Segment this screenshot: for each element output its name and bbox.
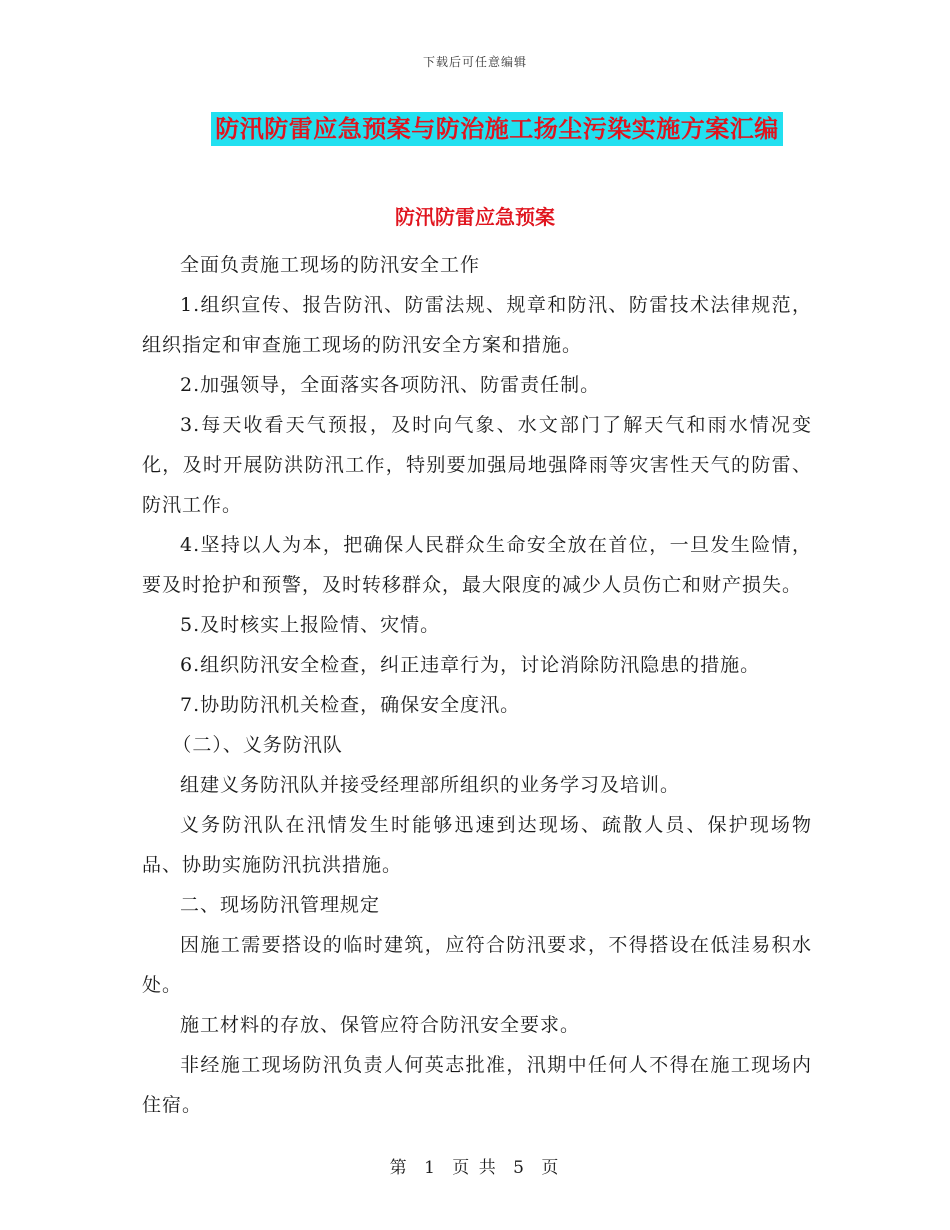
document-title: 防汛防雷应急预案与防治施工扬尘污染实施方案汇编 — [211, 112, 783, 146]
paragraph-0: 全面负责施工现场的防汛安全工作 — [180, 254, 481, 276]
paragraph-1: 1.组织宣传、报告防汛、防雷法规、规章和防汛、防雷技术法律规范，组织指定和审查施工现场的防汛安全方案和措施。 — [142, 294, 812, 356]
document-title-wrap — [0, 112, 950, 146]
paragraph-13: 施工材料的存放、保管应符合防汛安全要求。 — [180, 1014, 581, 1036]
section-title: 防汛防雷应急预案 — [395, 205, 555, 229]
paragraph-9: 组建义务防汛队并接受经理部所组织的业务学习及培训。 — [180, 774, 681, 796]
page-mid: 页 共 — [452, 1158, 498, 1178]
paragraph-12: 因施工需要搭设的临时建筑，应符合防汛要求，不得搭设在低洼易积水处。 — [142, 934, 812, 996]
paragraph-8: （二）、义务防汛队 — [172, 734, 343, 756]
page-total: 5 — [513, 1158, 526, 1178]
page-current: 1 — [424, 1158, 437, 1178]
header-note: 下载后可任意编辑 — [422, 55, 527, 69]
paragraph-14: 非经施工现场防汛负责人何英志批准，汛期中任何人不得在施工现场内住宿。 — [142, 1054, 812, 1116]
paragraph-7: 7.协助防汛机关检查，确保安全度汛。 — [180, 694, 521, 716]
paragraph-5: 5.及时核实上报险情、灾情。 — [180, 614, 441, 636]
paragraph-4: 4.坚持以人为本，把确保人民群众生命安全放在首位，一旦发生险情，要及时抢护和预警，及时转移群众，最大限度的减少人员伤亡和财产损失。 — [142, 534, 812, 596]
paragraph-2: 2.加强领导，全面落实各项防汛、防雷责任制。 — [180, 374, 601, 396]
paragraph-11: 二、现场防汛管理规定 — [180, 894, 381, 916]
page-suffix: 页 — [541, 1158, 561, 1178]
page-prefix: 第 — [389, 1158, 409, 1178]
page-footer — [0, 1153, 950, 1178]
document-body — [142, 245, 812, 1125]
paragraph-10: 义务防汛队在汛情发生时能够迅速到达现场、疏散人员、保护现场物品、协助实施防汛抗洪措施。 — [142, 814, 812, 876]
paragraph-3: 3.每天收看天气预报，及时向气象、水文部门了解天气和雨水情况变化，及时开展防洪防汛工作，特别要加强局地强降雨等灾害性天气的防雷、防汛工作。 — [142, 414, 812, 516]
paragraph-6: 6.组织防汛安全检查，纠正违章行为，讨论消除防汛隐患的措施。 — [180, 654, 761, 676]
